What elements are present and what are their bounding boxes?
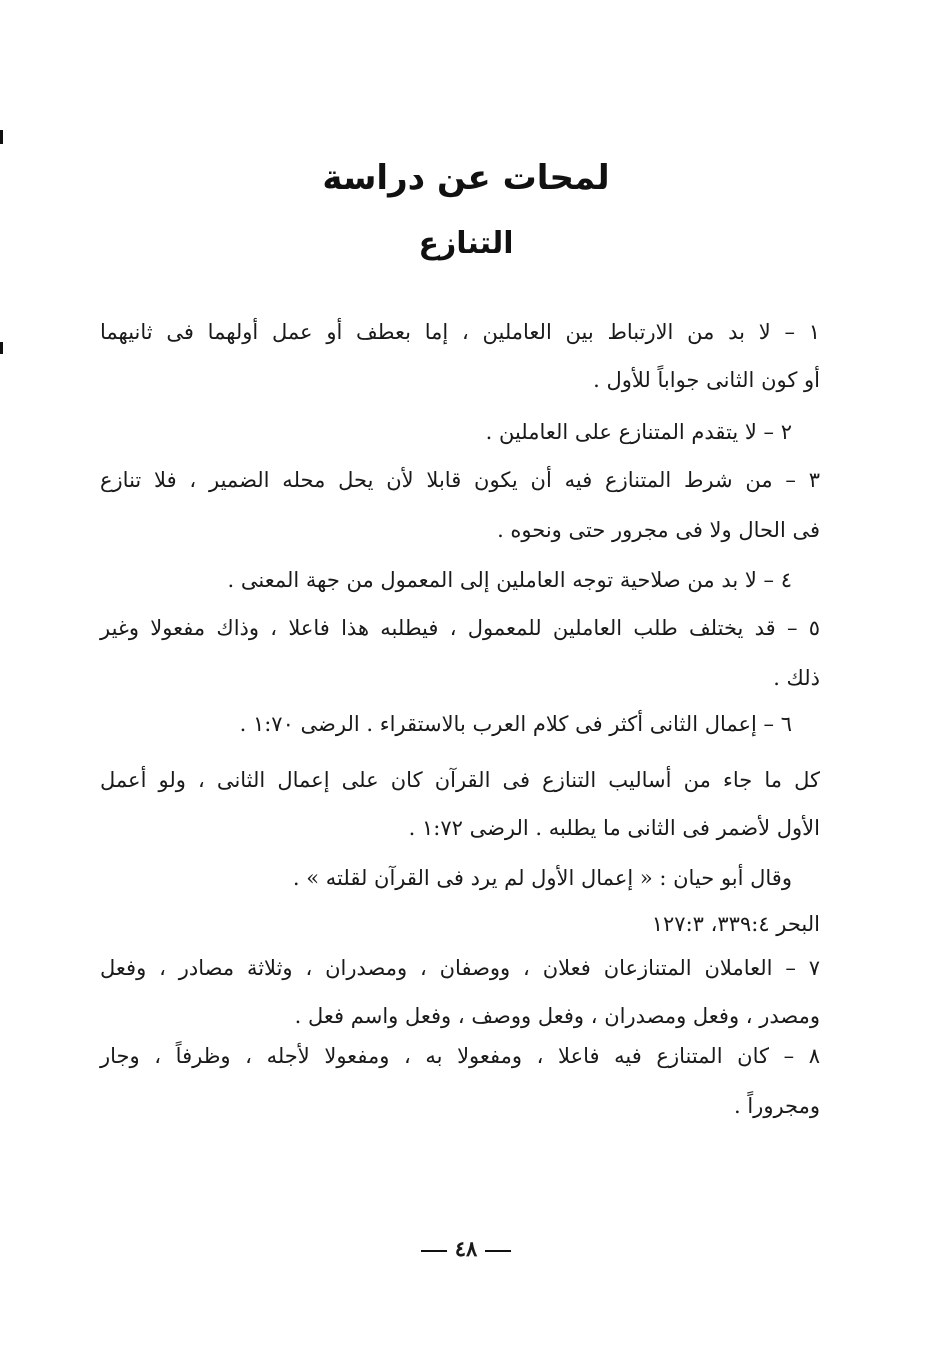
text-line: ذلك . <box>773 666 820 690</box>
text-line: ٦ – إعمال الثانى أكثر فى كلام العرب بالاستقراء . الرضى ١:٧٠ . <box>239 712 792 736</box>
scan-mark-bottom <box>0 342 3 354</box>
page-title: لمحات عن دراسة <box>322 158 610 198</box>
text-line: ٢ – لا يتقدم المتنازع على العاملين . <box>485 420 792 444</box>
text-line: الأول لأضمر فى الثانى ما يطلبه . الرضى ١:٧٢ . <box>408 816 820 840</box>
text-line: ٨ – كان المتنازع فيه فاعلا ، ومفعولا به ، ومفعولا لأجله ، وظرفاً ، وجار <box>100 1044 820 1068</box>
text-line: ٤ – لا بد من صلاحية توجه العاملين إلى المعمول من جهة المعنى . <box>227 568 792 592</box>
page-number <box>0 1236 932 1261</box>
text-line: ومجروراً . <box>734 1094 820 1118</box>
page-number-dash-right <box>421 1250 447 1252</box>
text-line: فى الحال ولا فى مجرور حتى ونحوه . <box>497 518 820 542</box>
text-line: ١ – لا بد من الارتباط بين العاملين ، إما بعطف أو عمل أولهما فى ثانيهما <box>100 320 820 344</box>
text-line: ٥ – قد يختلف طلب العاملين للمعمول ، فيطلبه هذا فاعلا ، وذاك مفعولا وغير <box>100 616 820 640</box>
text-line: ٣ – من شرط المتنازع فيه أن يكون قابلا لأن يحل محله الضمير ، فلا تنازع <box>100 468 820 492</box>
scan-mark-top <box>0 130 3 144</box>
text-line: البحر ٣٣٩:٤، ١٢٧:٣ <box>651 912 820 936</box>
text-line: كل ما جاء من أساليب التنازع فى القرآن كان على إعمال الثانى ، ولو أعمل <box>100 768 820 792</box>
text-line: أو كون الثانى جواباً للأول . <box>593 368 820 392</box>
page-subtitle: التنازع <box>418 226 514 261</box>
page-number-dash-left <box>485 1250 511 1252</box>
text-line: وقال أبو حيان : « إعمال الأول لم يرد فى القرآن لقلته » . <box>292 866 792 890</box>
text-line: ٧ – العاملان المتنازعان فعلان ، ووصفان ، ومصدران ، وثلاثة مصادر ، وفعل <box>100 956 820 980</box>
text-line: ومصدر ، وفعل ومصدران ، وفعل ووصف ، وفعل واسم فعل . <box>294 1004 820 1028</box>
page-number-value: ٤٨ <box>454 1236 478 1261</box>
